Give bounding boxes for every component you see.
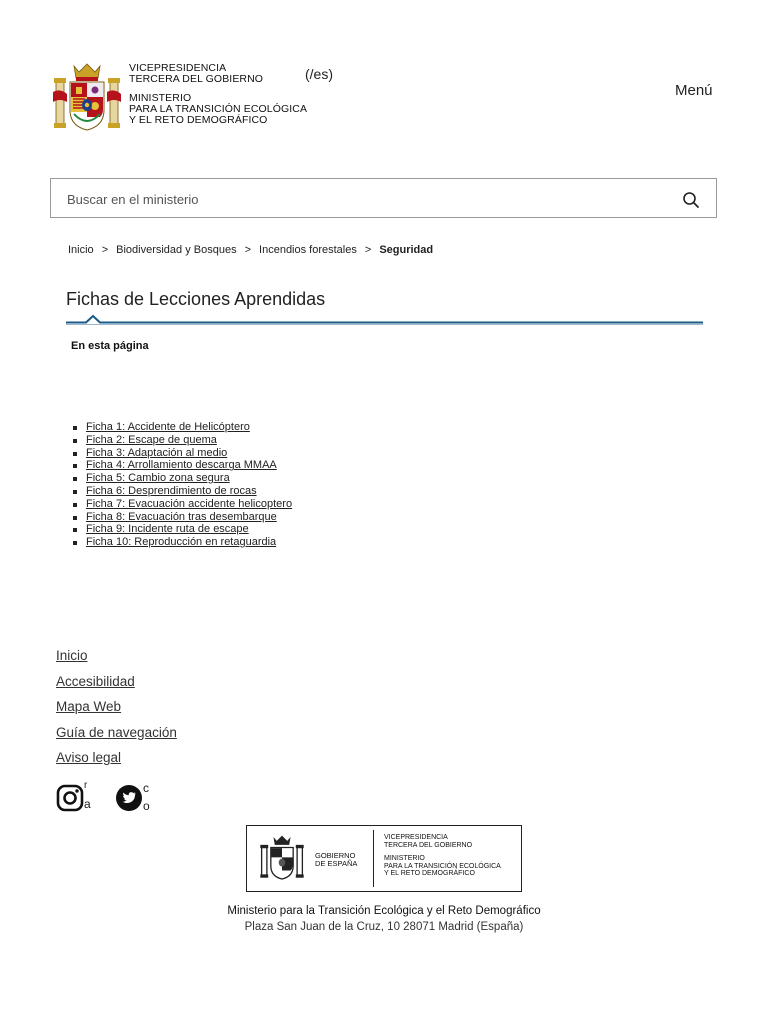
footer-link-accesibilidad[interactable]: Accesibilidad xyxy=(56,673,135,689)
twitter-link[interactable] xyxy=(115,781,155,814)
ficha-link-3[interactable]: Ficha 3: Adaptación al medio xyxy=(86,446,228,459)
list-item xyxy=(86,472,292,485)
list-item xyxy=(86,485,292,498)
list-item xyxy=(86,536,292,549)
footer-link-mapa-web[interactable]: Mapa Web xyxy=(56,699,122,715)
breadcrumb-link-inicio[interactable]: Inicio xyxy=(68,244,94,256)
list-item xyxy=(86,523,292,536)
breadcrumb-separator: > xyxy=(101,244,109,256)
twitter-label-char: c xyxy=(143,781,149,795)
search-input[interactable] xyxy=(65,187,659,211)
twitter-icon xyxy=(115,784,143,817)
logo-line: TERCERA DEL GOBIERNO xyxy=(384,841,473,849)
logo-line: VICEPRESIDENCIA xyxy=(384,834,448,841)
on-this-page-heading: En esta página xyxy=(71,340,149,352)
footer-link-inicio[interactable]: Inicio xyxy=(56,648,88,663)
gobierno-line: GOBIERNO xyxy=(315,851,356,860)
ficha-link-6[interactable]: Ficha 6: Desprendimiento de rocas xyxy=(86,484,257,497)
gobierno-text xyxy=(315,852,357,868)
ministry-address: Plaza San Juan de la Cruz, 10 28071 Madrid (España) xyxy=(244,921,524,933)
ficha-link-8[interactable]: Ficha 8: Evacuación tras desembarque xyxy=(86,510,277,523)
instagram-link[interactable] xyxy=(56,780,96,812)
footer-link-guia-navegacion[interactable]: Guía de navegación xyxy=(56,724,177,740)
list-item xyxy=(86,447,292,460)
ficha-link-2[interactable]: Ficha 2: Escape de quema xyxy=(86,433,217,446)
gobierno-line: DE ESPAÑA xyxy=(315,859,358,868)
twitter-label-char: o xyxy=(143,799,150,813)
page-title: Fichas de Lecciones Aprendidas xyxy=(66,289,326,309)
ficha-link-10[interactable]: Ficha 10: Reproducción en retaguardia xyxy=(86,536,277,549)
menu-button[interactable]: Menú xyxy=(675,82,713,99)
logo-line: Y EL RETO DEMOGRÁFICO xyxy=(384,870,475,877)
search-bar xyxy=(50,178,717,218)
list-item xyxy=(86,434,292,447)
ficha-link-5[interactable]: Ficha 5: Cambio zona segura xyxy=(86,472,230,485)
fichas-list xyxy=(86,421,292,549)
ficha-link-1[interactable]: Ficha 1: Accidente de Helicóptero xyxy=(86,421,250,433)
ficha-link-4[interactable]: Ficha 4: Arrollamiento descarga MMAA xyxy=(86,459,277,472)
logo-line: TERCERA DEL GOBIERNO xyxy=(129,73,264,85)
instagram-label-char: a xyxy=(84,797,91,811)
list-item xyxy=(86,421,292,434)
ficha-link-7[interactable]: Ficha 7: Evacuación accidente helicoptero xyxy=(86,497,293,510)
list-item xyxy=(86,498,292,511)
instagram-icon xyxy=(56,784,84,817)
search-icon[interactable] xyxy=(682,191,700,209)
breadcrumb-separator: > xyxy=(244,244,252,256)
logo-line: MINISTERIO xyxy=(129,92,192,104)
breadcrumb-link-biodiversidad[interactable]: Biodiversidad y Bosques xyxy=(116,244,237,256)
ministry-logo-text xyxy=(384,834,501,878)
list-item xyxy=(86,459,292,472)
breadcrumb-separator: > xyxy=(364,244,372,256)
coat-of-arms-logo[interactable] xyxy=(52,62,122,134)
logo-line: PARA LA TRANSICIÓN ECOLÓGICA xyxy=(384,862,501,870)
ministry-name: Ministerio para la Transición Ecológica y el Reto Demográfico xyxy=(227,905,541,917)
footer-government-logo xyxy=(246,825,522,892)
logo-line: Y EL RETO DEMOGRÁFICO xyxy=(129,114,268,126)
logo-line: VICEPRESIDENCIA xyxy=(129,62,227,74)
logo-divider xyxy=(373,830,374,887)
list-item xyxy=(86,511,292,524)
footer-link-aviso-legal[interactable]: Aviso legal xyxy=(56,750,122,766)
coat-of-arms-icon xyxy=(259,834,305,887)
breadcrumb-link-incendios[interactable]: Incendios forestales xyxy=(259,244,357,256)
ministry-logo-text xyxy=(129,63,307,126)
logo-line: PARA LA TRANSICIÓN ECOLÓGICA xyxy=(129,103,308,115)
footer-links xyxy=(56,647,177,775)
ficha-link-9[interactable]: Ficha 9: Incidente ruta de escape xyxy=(86,523,249,536)
title-underline xyxy=(66,312,703,324)
instagram-label-char: r xyxy=(84,780,88,791)
logo-line: MINISTERIO xyxy=(384,855,425,862)
breadcrumb-current: Seguridad xyxy=(379,244,434,256)
breadcrumb xyxy=(68,244,433,256)
language-link[interactable]: (/es) xyxy=(305,66,333,82)
